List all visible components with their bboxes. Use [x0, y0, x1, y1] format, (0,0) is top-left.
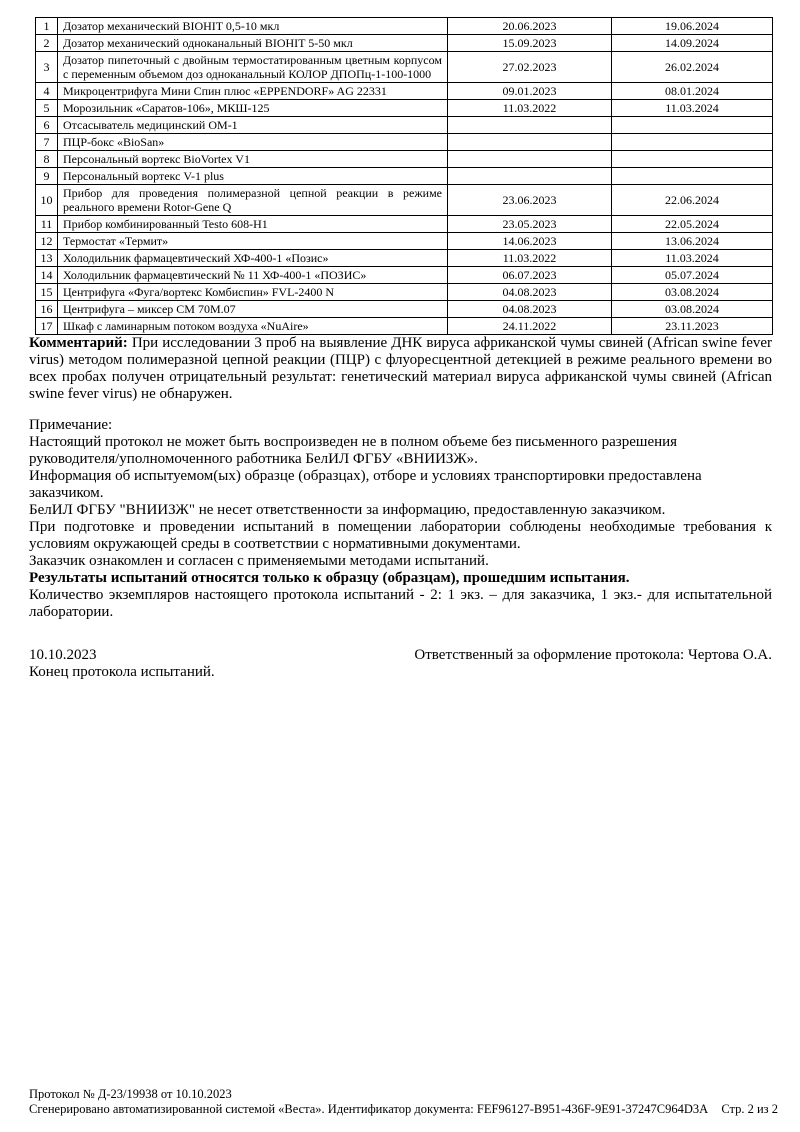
row-number: 12 [36, 233, 58, 250]
equipment-table-body [36, 18, 773, 335]
equipment-name: Персональный вортекс BioVortex V1 [58, 151, 448, 168]
verification-date: 27.02.2023 [448, 52, 612, 83]
next-verification-date [612, 168, 773, 185]
table-row [36, 318, 773, 335]
next-verification-date: 03.08.2024 [612, 301, 773, 318]
row-number: 7 [36, 134, 58, 151]
comment-text: При исследовании 3 проб на выявление ДНК вируса африканской чумы свиней (African swine fever virus) методом полимеразной цепной реакции (ПЦР) с флуоресцентной детекцией в режиме реального времени во всех пробах получен отрицательный результат: генетический материал вируса африканской чумы свиней (African swine fever virus) не обнаружен. [29, 335, 772, 402]
equipment-name: Шкаф с ламинарным потоком воздуха «NuAire» [58, 318, 448, 335]
table-row [36, 134, 773, 151]
next-verification-date: 11.03.2024 [612, 100, 773, 117]
equipment-name: Центрифуга – миксер СМ 70М.07 [58, 301, 448, 318]
next-verification-date: 05.07.2024 [612, 267, 773, 284]
row-number: 11 [36, 216, 58, 233]
row-number: 6 [36, 117, 58, 134]
note-line: Результаты испытаний относятся только к образцу (образцам), прошедшим испытания. [29, 570, 630, 586]
notes-title: Примечание: [29, 417, 113, 433]
footer-second-row [29, 1102, 778, 1117]
signoff-row [29, 647, 772, 664]
note-line: При подготовке и проведении испытаний в помещении лаборатории соблюдены необходимые требования к условиям окружающей среды в соответствии с нормативными документами. [29, 519, 772, 552]
signoff-responsible: Ответственный за оформление протокола: Чертова О.А. [414, 647, 772, 663]
row-number: 14 [36, 267, 58, 284]
verification-date: 09.01.2023 [448, 83, 612, 100]
row-number: 16 [36, 301, 58, 318]
row-number: 9 [36, 168, 58, 185]
table-row [36, 117, 773, 134]
next-verification-date [612, 134, 773, 151]
next-verification-date: 19.06.2024 [612, 18, 773, 35]
table-row [36, 18, 773, 35]
row-number: 8 [36, 151, 58, 168]
note-line: Количество экземпляров настоящего протокола испытаний - 2: 1 экз. – для заказчика, 1 экз.- для испытательной лаборатории. [29, 587, 772, 620]
equipment-name: Прибор для проведения полимеразной цепной реакции в режиме реального времени Rotor-Gene Q [58, 185, 448, 216]
table-row [36, 83, 773, 100]
row-number: 17 [36, 318, 58, 335]
equipment-name: Холодильник фармацевтический № 11 ХФ-400-1 «ПОЗИС» [58, 267, 448, 284]
table-row [36, 233, 773, 250]
verification-date: 15.09.2023 [448, 35, 612, 52]
table-row [36, 250, 773, 267]
verification-date [448, 151, 612, 168]
equipment-name: ПЦР-бокс «BioSan» [58, 134, 448, 151]
signoff-date: 10.10.2023 [29, 647, 97, 663]
row-number: 5 [36, 100, 58, 117]
next-verification-date: 14.09.2024 [612, 35, 773, 52]
notes-section [29, 417, 772, 621]
table-row [36, 100, 773, 117]
equipment-name: Термостат «Термит» [58, 233, 448, 250]
page-footer [29, 1087, 778, 1117]
next-verification-date: 23.11.2023 [612, 318, 773, 335]
equipment-name: Дозатор механический BIOHIT 0,5-10 мкл [58, 18, 448, 35]
next-verification-date: 08.01.2024 [612, 83, 773, 100]
table-row [36, 151, 773, 168]
verification-date: 11.03.2022 [448, 100, 612, 117]
equipment-name: Микроцентрифуга Мини Спин плюс «EPPENDORF» AG 22331 [58, 83, 448, 100]
note-line: Информация об испытуемом(ых) образце (образцах), отборе и условиях транспортировки предоставлена заказчиком. [29, 468, 702, 501]
verification-date: 04.08.2023 [448, 301, 612, 318]
verification-date: 14.06.2023 [448, 233, 612, 250]
next-verification-date [612, 117, 773, 134]
table-row [36, 185, 773, 216]
comment-label: Комментарий: [29, 335, 128, 351]
next-verification-date: 11.03.2024 [612, 250, 773, 267]
table-row [36, 301, 773, 318]
verification-date: 24.11.2022 [448, 318, 612, 335]
row-number: 15 [36, 284, 58, 301]
end-of-protocol-line: Конец протокола испытаний. [29, 664, 215, 680]
footer-protocol-line: Протокол № Д-23/19938 от 10.10.2023 [29, 1087, 232, 1101]
note-line: Заказчик ознакомлен и согласен с применяемыми методами испытаний. [29, 553, 489, 569]
equipment-name: Отсасыватель медицинский ОМ-1 [58, 117, 448, 134]
row-number: 2 [36, 35, 58, 52]
footer-page-indicator: Стр. 2 из 2 [721, 1102, 778, 1116]
next-verification-date: 03.08.2024 [612, 284, 773, 301]
note-line: руководителя/уполномоченного работника БелИЛ ФГБУ «ВНИИЗЖ». [29, 451, 478, 467]
body-text-block [29, 335, 772, 681]
next-verification-date: 13.06.2024 [612, 233, 773, 250]
footer-generated-line: Сгенерировано автоматизированной системой «Веста». Идентификатор документа: FEF96127-B951-436F-9E91-37247C964D3A [29, 1102, 709, 1116]
equipment-name: Холодильник фармацевтический ХФ-400-1 «Позис» [58, 250, 448, 267]
note-line: БелИЛ ФГБУ "ВНИИЗЖ" не несет ответственности за информацию, предоставленную заказчиком. [29, 502, 666, 518]
comment-paragraph [29, 335, 772, 403]
equipment-name: Центрифуга «Фуга/вортекс Комбиспин» FVL-2400 N [58, 284, 448, 301]
row-number: 10 [36, 185, 58, 216]
verification-date: 23.05.2023 [448, 216, 612, 233]
table-row [36, 35, 773, 52]
next-verification-date: 22.05.2024 [612, 216, 773, 233]
table-row [36, 284, 773, 301]
table-row [36, 216, 773, 233]
next-verification-date: 26.02.2024 [612, 52, 773, 83]
next-verification-date: 22.06.2024 [612, 185, 773, 216]
row-number: 13 [36, 250, 58, 267]
verification-date [448, 168, 612, 185]
verification-date: 06.07.2023 [448, 267, 612, 284]
row-number: 4 [36, 83, 58, 100]
notes-lines [29, 434, 772, 621]
verification-date: 11.03.2022 [448, 250, 612, 267]
equipment-name: Прибор комбинированный Testo 608-H1 [58, 216, 448, 233]
table-row [36, 267, 773, 284]
verification-date: 04.08.2023 [448, 284, 612, 301]
row-number: 1 [36, 18, 58, 35]
equipment-name: Дозатор пипеточный с двойным термостатированным цветным корпусом с переменным объемом доз одноканальный КОЛОР ДПОПц-1-100-1000 [58, 52, 448, 83]
next-verification-date [612, 151, 773, 168]
equipment-name: Морозильник «Саратов-106», МКШ-125 [58, 100, 448, 117]
table-row [36, 52, 773, 83]
equipment-name: Дозатор механический одноканальный BIOHIT 5-50 мкл [58, 35, 448, 52]
note-line: Настоящий протокол не может быть воспроизведен не в полном объеме без письменного разрешения [29, 434, 678, 450]
verification-date [448, 117, 612, 134]
verification-date [448, 134, 612, 151]
equipment-name: Персональный вортекс V-1 plus [58, 168, 448, 185]
table-row [36, 168, 773, 185]
row-number: 3 [36, 52, 58, 83]
verification-date: 23.06.2023 [448, 185, 612, 216]
equipment-table [35, 17, 773, 335]
verification-date: 20.06.2023 [448, 18, 612, 35]
